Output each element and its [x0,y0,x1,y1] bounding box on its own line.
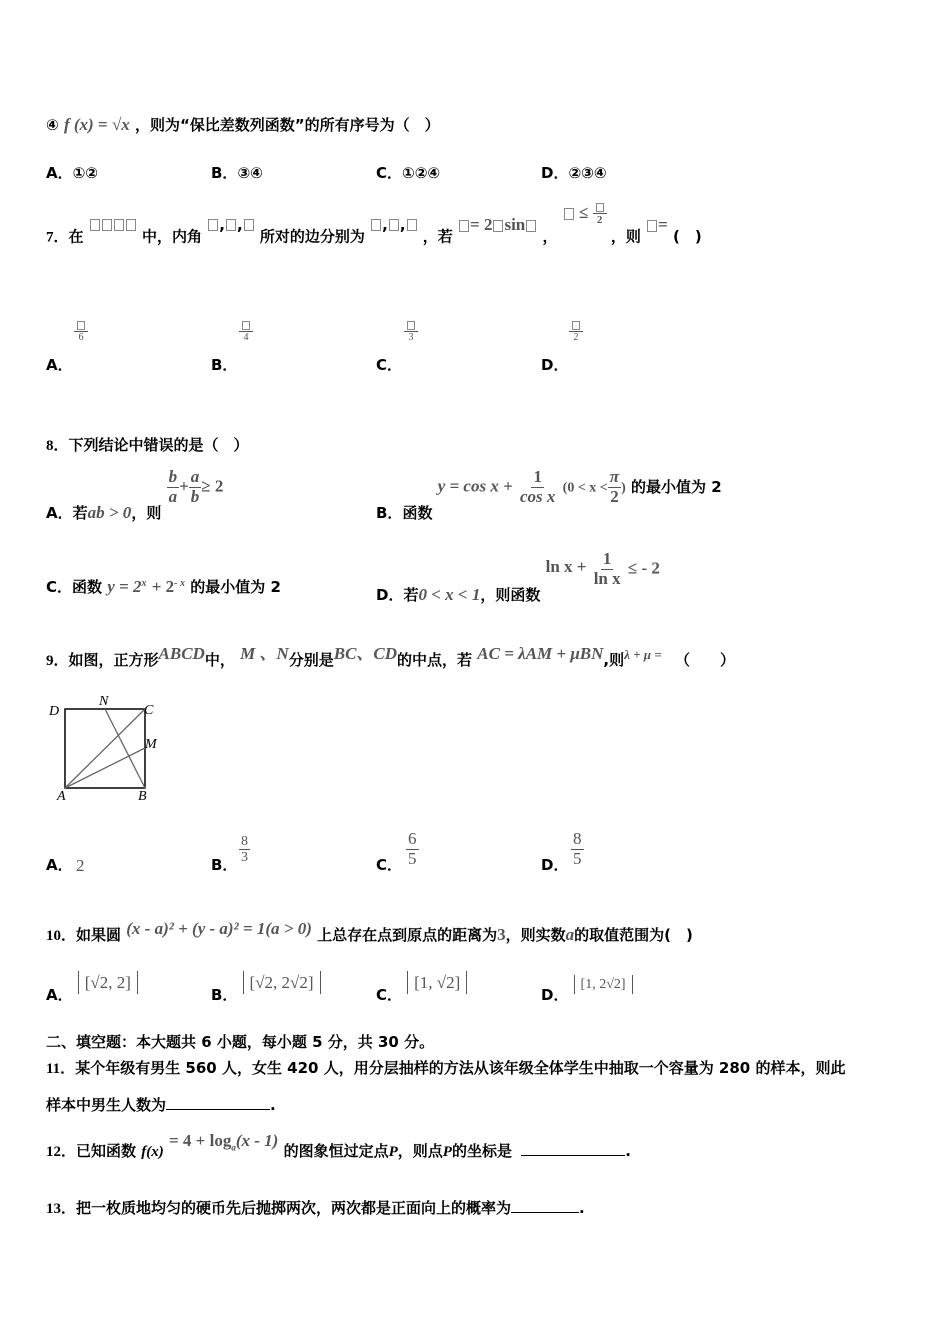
segment-bn [105,709,145,788]
q8-option-c: C．函数 $y = 2^x + 2^{- x}$ 的最小值为 2 [46,577,281,596]
section-2-heading: 二、填空题：本大题共 6 小题，每小题 5 分，共 30 分。 [46,1033,435,1051]
question-10-stem: 10．如果圆 (x - a)² + (y - a)² = 1(a > 0) 上总存在点到原点的距离为3，则实数a的取值范围为( ) [46,919,693,944]
question-13-stem: 13．把一枚质地均匀的硬币先后抛掷两次，两次都是正面向上的概率为 . [46,1199,585,1217]
q6-tail-line [46,114,440,135]
q6-option-c: C．①②④ [376,164,441,182]
label-a: A [57,789,66,804]
question-12-stem: 12．已知函数 $f(x) = 4 + \log_a(x - 1)$ 的图象恒过定点P，则点P的坐标是 . [46,1131,631,1160]
q6-option-d: D．②③④ [541,164,607,182]
circled-number: ④ [46,116,59,134]
square-figure [44,692,174,804]
q10-option-b: B． [√2, 2√2] [211,972,321,993]
q10-option-c: C． [1, √2] [376,972,467,993]
function-expression: f (x) = √x [63,115,130,134]
q6-option-a: A．①② [46,164,99,182]
q6-option-b: B．③④ [211,164,263,182]
question-7-stem: 7．在 中，内角 , , 所对的边分别为 , , ，若 = 2 sin ， ≤ 2 ，则 = ( ) [46,202,702,246]
question-11-line2: 样本中男生人数为 . [46,1096,276,1114]
triangle-placeholder [89,216,137,234]
question-8-stem: 8．下列结论中错误的是（ ） [46,436,249,454]
answer-blank[interactable] [521,1155,625,1156]
label-c: C [144,703,154,718]
question-9-stem: 9．如图，正方形ABCD中， M 、N分别是BC、CD的中点，若 AC = λAM + μBN,则λ + μ = （ ） [46,644,735,669]
answer-blank[interactable] [511,1212,579,1213]
q8-option-b: B．函数 y = cos x + $\frac{1}{\text{cos x}}$ (0 < x < $\frac{\pi}{2}$ ) 的最小值为 2 [376,467,722,522]
segment-ac [65,709,145,788]
label-n: N [99,694,109,709]
label-d: D [49,704,60,719]
question-number: 7． [46,229,69,246]
answer-blank[interactable] [166,1109,270,1110]
label-b: B [138,789,147,804]
q8-option-a: A．若ab > 0，则 $\frac{b}{a}$ + $\frac{a}{b}$ ≥ 2 [46,467,224,522]
q10-option-a: A． [√2, 2] [46,972,138,993]
label-m: M [145,737,157,752]
q6-tail-text: ，则为“保比差数列函数”的所有序号为（ ） [134,116,440,134]
q10-option-d: D． [1, 2√2] [541,972,633,993]
q8-option-d: D．若0 < x < 1，则函数 ln x + $\frac{1}{\text{ln x}}$ ≤ - 2 [376,549,660,604]
segment-am [65,748,145,788]
question-11-line1: 11．某个年级有男生 560 人，女生 420 人，用分层抽样的方法从该年级全体学生中抽取一个容量为 280 的样本，则此 [46,1059,846,1077]
